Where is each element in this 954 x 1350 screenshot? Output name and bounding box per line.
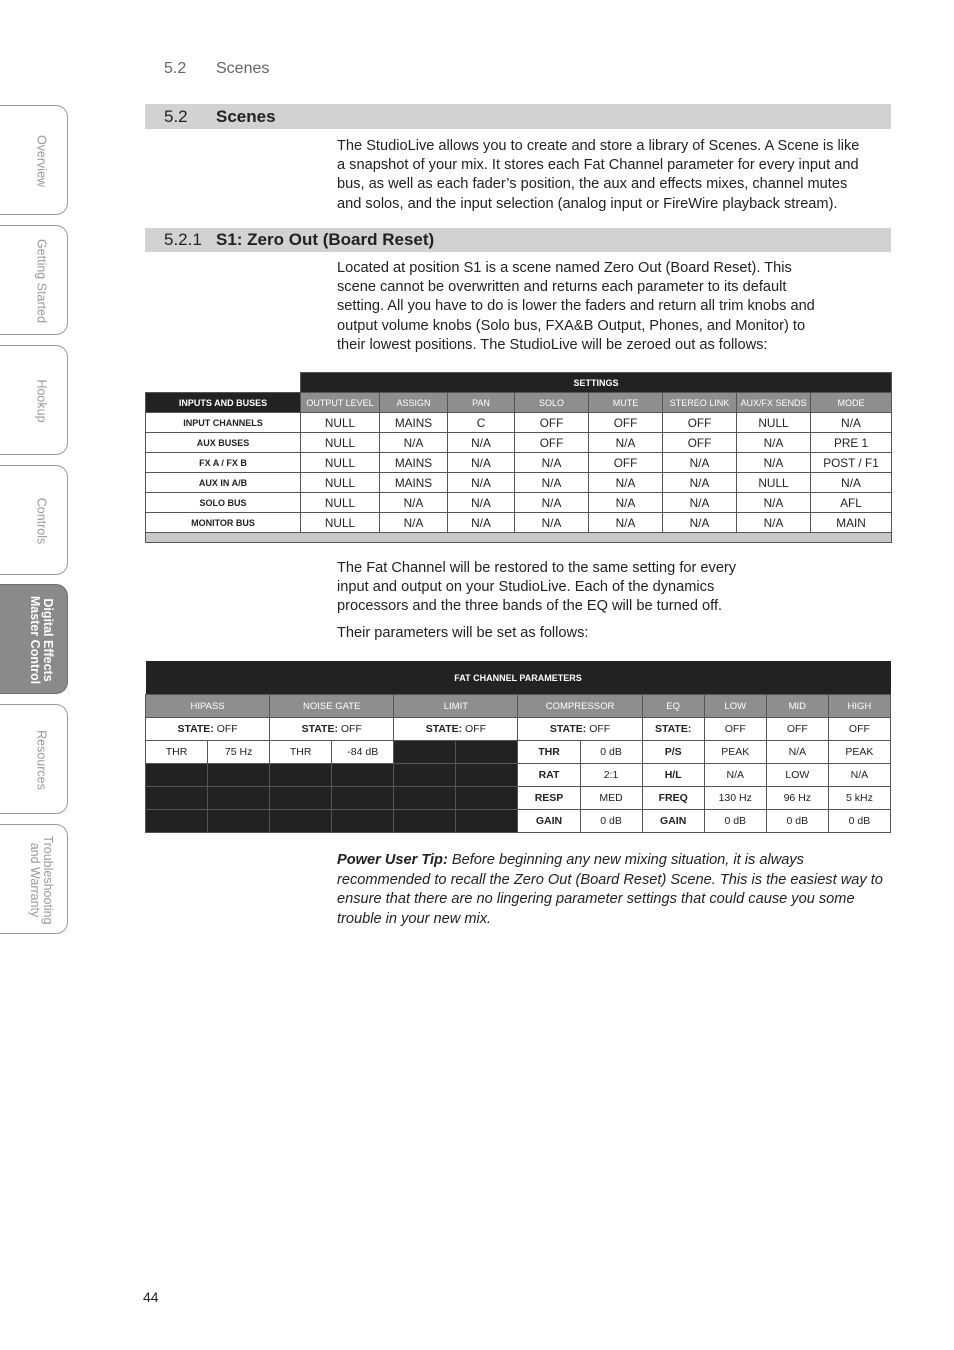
table-cell: MAINS xyxy=(380,473,448,493)
tip-text: Before beginning any new mixing situation, it is always recommended to recall the Zero Out (Board Reset) Scene. This is the easiest way to ensure that there are no lingering parameter settings that could cause you some trouble in your new mix. xyxy=(337,852,883,927)
column-header: SOLO xyxy=(515,393,589,413)
compressor-param-label: RAT xyxy=(518,764,580,787)
table-cell: N/A xyxy=(589,473,663,493)
eq-param-label: H/L xyxy=(642,764,704,787)
column-header: OUTPUT LEVEL xyxy=(301,393,380,413)
high-header: HIGH xyxy=(828,695,890,718)
eq-low-value: N/A xyxy=(704,764,766,787)
column-header: MUTE xyxy=(589,393,663,413)
state-label: STATE: xyxy=(425,723,463,735)
hipass-thr-label: THR xyxy=(146,741,208,764)
table-cell: N/A xyxy=(589,493,663,513)
table-row xyxy=(146,473,892,493)
table-cell: N/A xyxy=(663,453,737,473)
empty-cell xyxy=(146,810,208,833)
compressor-param-label: GAIN xyxy=(518,810,580,833)
param-row xyxy=(146,764,891,787)
table-cell: N/A xyxy=(737,513,811,533)
empty-cell xyxy=(208,787,270,810)
table-footer xyxy=(146,533,892,543)
compressor-state xyxy=(518,718,642,741)
table-cell: N/A xyxy=(663,493,737,513)
table-cell: N/A xyxy=(663,513,737,533)
empty-cell xyxy=(394,787,456,810)
subsection-paragraph: Located at position S1 is a scene named Zero Out (Board Reset). This scene cannot be overwritten and returns each parameter to its default setting. All you have to do is lower the faders and return all trim knobs and output volume knobs (Solo bus, FXA&B Output, Phones, and Monitor) to their lowest positions. The StudioLive will be zeroed out as follows: xyxy=(337,260,815,353)
state-value: OFF xyxy=(465,723,487,735)
table-cell: N/A xyxy=(515,473,589,493)
empty-cell xyxy=(332,787,394,810)
mid-header: MID xyxy=(766,695,828,718)
empty-cell xyxy=(332,764,394,787)
eq-param-label: P/S xyxy=(642,741,704,764)
empty-cell xyxy=(456,810,518,833)
side-tab-label: Digital Effects Master Control xyxy=(28,595,55,685)
param-row xyxy=(146,787,891,810)
params-paragraph: Their parameters will be set as follows: xyxy=(337,625,589,641)
column-header: PAN xyxy=(448,393,515,413)
compressor-param-label: RESP xyxy=(518,787,580,810)
column-header: ASSIGN xyxy=(380,393,448,413)
table-cell: N/A xyxy=(448,453,515,473)
empty-cell xyxy=(394,810,456,833)
table-cell: N/A xyxy=(515,513,589,533)
fat-channel-title: FAT CHANNEL PARAMETERS xyxy=(146,661,891,695)
compressor-header: COMPRESSOR xyxy=(518,695,642,718)
state-value: OFF xyxy=(216,723,238,735)
compressor-param-label: THR xyxy=(518,741,580,764)
low-state: OFF xyxy=(704,718,766,741)
row-label: AUX IN A/B xyxy=(146,473,301,493)
side-tab-troubleshooting[interactable] xyxy=(0,824,68,934)
side-tab-resources[interactable] xyxy=(0,704,68,814)
empty-cell xyxy=(394,741,456,764)
table-cell: N/A xyxy=(811,473,892,493)
table-cell: C xyxy=(448,413,515,433)
state-label: STATE: xyxy=(301,723,338,735)
compressor-param-value: 0 dB xyxy=(580,810,642,833)
table-cell: OFF xyxy=(515,433,589,453)
hipass-state xyxy=(146,718,270,741)
eq-param-label: FREQ xyxy=(642,787,704,810)
eq-param-label: GAIN xyxy=(642,810,704,833)
side-tab-label: Troubleshooting and Warranty xyxy=(28,835,55,925)
empty-cell xyxy=(332,810,394,833)
table-cell: NULL xyxy=(737,413,811,433)
table-cell: N/A xyxy=(737,453,811,473)
state-label: STATE: xyxy=(549,723,587,735)
row-label: INPUT CHANNELS xyxy=(146,413,301,433)
blank-cell xyxy=(146,373,301,393)
table-cell: N/A xyxy=(380,493,448,513)
table-cell: OFF xyxy=(663,433,737,453)
eq-high-value: 0 dB xyxy=(828,810,890,833)
eq-high-value: N/A xyxy=(828,764,890,787)
subsection-title: S1: Zero Out (Board Reset) xyxy=(216,230,435,249)
table-cell: N/A xyxy=(589,513,663,533)
table-cell: NULL xyxy=(301,493,380,513)
table-cell: N/A xyxy=(663,473,737,493)
gate-thr-value: -84 dB xyxy=(332,741,394,764)
table-cell: OFF xyxy=(589,453,663,473)
table-row xyxy=(146,453,892,473)
empty-cell xyxy=(270,810,332,833)
intro-paragraph: The StudioLive allows you to create and store a library of Scenes. A Scene is like a snapshot of your mix. It stores each Fat Channel parameter for every input and bus, as well as each fader’s position, the aux and effects mixes, channel mutes and solos, and the input selection (analog input or FireWire playback stream). xyxy=(337,138,860,212)
empty-cell xyxy=(456,764,518,787)
limit-header: LIMIT xyxy=(394,695,518,718)
table-cell: N/A xyxy=(737,433,811,453)
running-head-title: Scenes xyxy=(216,60,270,77)
footer-bar xyxy=(146,533,892,543)
table-cell: MAIN xyxy=(811,513,892,533)
eq-mid-value: N/A xyxy=(766,741,828,764)
empty-cell xyxy=(456,741,518,764)
eq-high-value: PEAK xyxy=(828,741,890,764)
table-cell: NULL xyxy=(301,513,380,533)
subsection-number: 5.2.1 xyxy=(164,230,202,249)
table-row xyxy=(146,413,892,433)
side-tab-label: Hookup xyxy=(34,379,49,423)
state-row xyxy=(146,718,891,741)
table-cell: NULL xyxy=(301,413,380,433)
table-cell: OFF xyxy=(589,413,663,433)
table-row xyxy=(146,433,892,453)
empty-cell xyxy=(208,764,270,787)
table-row xyxy=(146,493,892,513)
empty-cell xyxy=(146,787,208,810)
section-number: 5.2 xyxy=(164,107,188,126)
limit-state xyxy=(394,718,518,741)
settings-table xyxy=(145,372,892,543)
empty-cell xyxy=(270,787,332,810)
eq-state-label: STATE: xyxy=(642,718,704,741)
table-cell: OFF xyxy=(663,413,737,433)
noise-gate-header: NOISE GATE xyxy=(270,695,394,718)
eq-high-value: 5 kHz xyxy=(828,787,890,810)
side-tab-overview[interactable] xyxy=(0,105,68,215)
row-header: INPUTS AND BUSES xyxy=(146,393,301,413)
fat-channel-table xyxy=(145,661,891,833)
mid-state: OFF xyxy=(766,718,828,741)
param-row xyxy=(146,810,891,833)
table-cell: NULL xyxy=(737,473,811,493)
column-header: AUX/FX SENDS xyxy=(737,393,811,413)
empty-cell xyxy=(270,764,332,787)
state-label: STATE: xyxy=(177,723,214,735)
table-cell: NULL xyxy=(301,473,380,493)
side-tab-hookup[interactable] xyxy=(0,345,68,455)
eq-mid-value: LOW xyxy=(766,764,828,787)
eq-mid-value: 0 dB xyxy=(766,810,828,833)
subsection-heading xyxy=(145,228,891,252)
settings-group-header: SETTINGS xyxy=(301,373,892,393)
column-header: MODE xyxy=(811,393,892,413)
compressor-param-value: 2:1 xyxy=(580,764,642,787)
table-cell: N/A xyxy=(448,493,515,513)
table-cell: N/A xyxy=(515,453,589,473)
tip-lead: Power User Tip: xyxy=(337,852,448,868)
table-cell: N/A xyxy=(448,513,515,533)
eq-header: EQ xyxy=(642,695,704,718)
fat-channel-paragraph: The Fat Channel will be restored to the same setting for every input and output on your StudioLive. Each of the dynamics processors and the three bands of the EQ will be turned off. xyxy=(337,560,737,615)
table-cell: OFF xyxy=(515,413,589,433)
row-label: AUX BUSES xyxy=(146,433,301,453)
table-cell: PRE 1 xyxy=(811,433,892,453)
side-tab-label: Overview xyxy=(34,134,49,188)
table-cell: N/A xyxy=(380,433,448,453)
eq-mid-value: 96 Hz xyxy=(766,787,828,810)
hipass-header: HIPASS xyxy=(146,695,270,718)
empty-cell xyxy=(394,764,456,787)
section-heading xyxy=(145,104,891,129)
power-user-tip xyxy=(337,851,897,929)
table-cell: MAINS xyxy=(380,453,448,473)
table-cell: POST / F1 xyxy=(811,453,892,473)
compressor-param-value: MED xyxy=(580,787,642,810)
side-tab-getting-started[interactable] xyxy=(0,225,68,335)
side-tab-label: Resources xyxy=(34,730,49,790)
table-cell: N/A xyxy=(589,433,663,453)
eq-low-value: 130 Hz xyxy=(704,787,766,810)
section-title: Scenes xyxy=(216,107,276,126)
table-cell: NULL xyxy=(301,433,380,453)
row-label: SOLO BUS xyxy=(146,493,301,513)
state-value: OFF xyxy=(340,723,362,735)
side-tab-label: Controls xyxy=(34,497,49,545)
running-head-number: 5.2 xyxy=(164,60,187,77)
table-cell: N/A xyxy=(515,493,589,513)
empty-cell xyxy=(146,764,208,787)
gate-thr-label: THR xyxy=(270,741,332,764)
state-value: OFF xyxy=(589,723,611,735)
side-tab-digital-effects[interactable] xyxy=(0,584,68,694)
table-cell: N/A xyxy=(811,413,892,433)
running-head xyxy=(164,60,269,78)
eq-low-value: 0 dB xyxy=(704,810,766,833)
table-cell: N/A xyxy=(380,513,448,533)
eq-low-value: PEAK xyxy=(704,741,766,764)
row-label: MONITOR BUS xyxy=(146,513,301,533)
empty-cell xyxy=(456,787,518,810)
table-row xyxy=(146,513,892,533)
table-cell: N/A xyxy=(448,433,515,453)
param-row xyxy=(146,741,891,764)
gate-state xyxy=(270,718,394,741)
high-state: OFF xyxy=(828,718,890,741)
row-label: FX A / FX B xyxy=(146,453,301,473)
table-cell: N/A xyxy=(448,473,515,493)
compressor-param-value: 0 dB xyxy=(580,741,642,764)
hipass-thr-value: 75 Hz xyxy=(208,741,270,764)
side-tab-controls[interactable] xyxy=(0,465,68,575)
table-cell: MAINS xyxy=(380,413,448,433)
side-tab-label: Getting Started xyxy=(34,238,49,324)
table-cell: AFL xyxy=(811,493,892,513)
empty-cell xyxy=(208,810,270,833)
table-cell: NULL xyxy=(301,453,380,473)
low-header: LOW xyxy=(704,695,766,718)
column-header: STEREO LINK xyxy=(663,393,737,413)
table-cell: N/A xyxy=(737,493,811,513)
page-number: 44 xyxy=(143,1289,159,1305)
